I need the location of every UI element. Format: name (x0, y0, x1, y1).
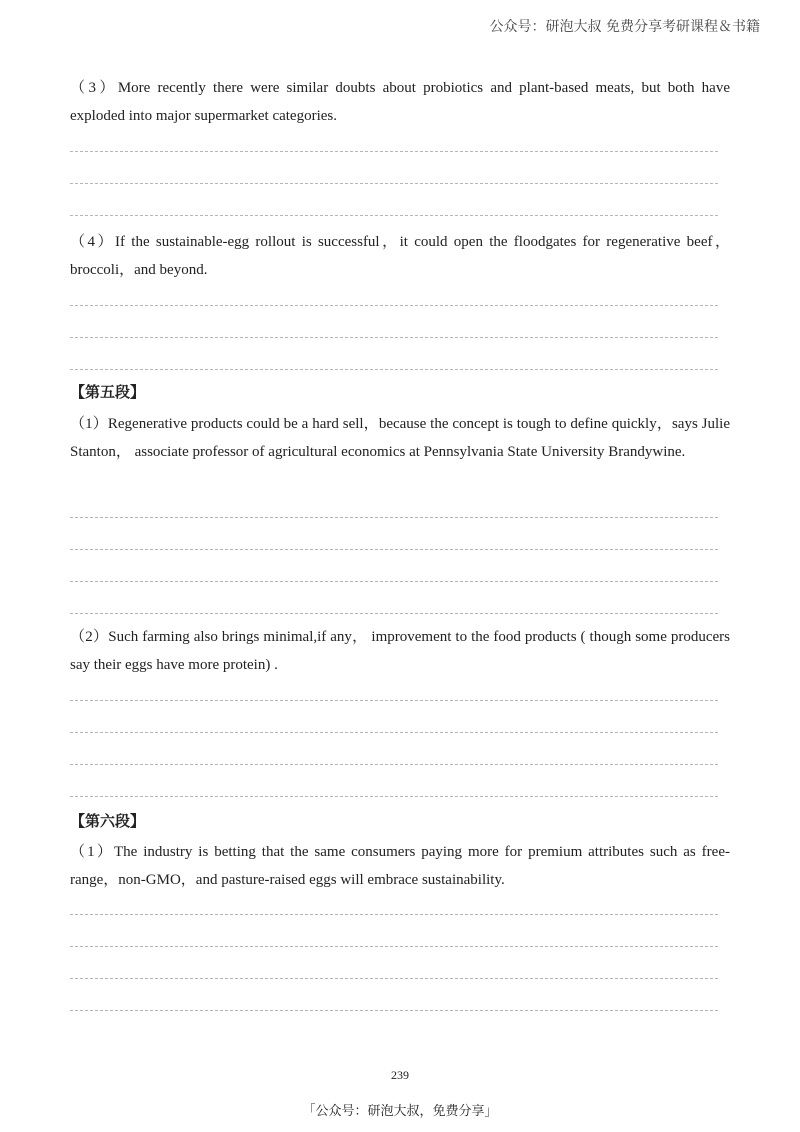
writing-line[interactable] (70, 305, 718, 306)
paragraph-block (70, 74, 730, 130)
writing-line[interactable] (70, 732, 718, 733)
writing-line[interactable] (70, 369, 718, 370)
page-number: 239 (391, 1068, 409, 1082)
writing-line[interactable] (70, 183, 718, 184)
writing-line[interactable] (70, 215, 718, 216)
writing-line[interactable] (70, 151, 718, 152)
writing-line[interactable] (70, 337, 718, 338)
writing-line[interactable] (70, 1010, 718, 1011)
section-heading: 【第六段】 (70, 812, 146, 830)
writing-line[interactable] (70, 764, 718, 765)
writing-lines (70, 914, 730, 1011)
writing-line[interactable] (70, 914, 718, 915)
writing-lines (70, 305, 730, 370)
paragraph-text: （2）Such farming also brings minimal,if any， improvement to the food products ( though some producers say their eggs have more protein) . (70, 629, 730, 673)
section-5 (70, 378, 730, 406)
paragraph-block (70, 228, 730, 284)
writing-line[interactable] (70, 549, 718, 550)
section-heading: 【第五段】 (70, 383, 146, 401)
paragraph-block (70, 623, 730, 679)
paragraph-block (70, 838, 730, 894)
writing-line[interactable] (70, 978, 718, 979)
writing-lines (70, 517, 730, 614)
writing-line[interactable] (70, 796, 718, 797)
writing-line[interactable] (70, 700, 718, 701)
paragraph-text: （1）Regenerative products could be a hard sell，because the concept is tough to define quickly，says Julie Stanton， associate professor of agricultural economics at Pennsylvania State University Brandywine. (70, 416, 730, 460)
section-6 (70, 807, 730, 835)
writing-line[interactable] (70, 946, 718, 947)
writing-line[interactable] (70, 613, 718, 614)
paragraph-text: （4）If the sustainable-egg rollout is successful，it could open the floodgates for regenerative beef，broccoli，and beyond. (70, 234, 730, 278)
footer-watermark-note: 「公众号：研泡大叔，免费分享」 (302, 1104, 498, 1119)
header-watermark-note: 公众号：研泡大叔 免费分享考研课程＆书籍 (489, 19, 760, 35)
paragraph-text: （1）The industry is betting that the same consumers paying more for premium attributes such as free-range，non-GMO，and pasture-raised eggs will embrace sustainability. (70, 844, 730, 888)
paragraph-block (70, 410, 730, 466)
writing-line[interactable] (70, 581, 718, 582)
writing-line[interactable] (70, 517, 718, 518)
writing-lines (70, 151, 730, 216)
paragraph-text: （3）More recently there were similar doubts about probiotics and plant-based meats, but both have exploded into major supermarket categories. (70, 80, 730, 124)
writing-lines (70, 700, 730, 797)
